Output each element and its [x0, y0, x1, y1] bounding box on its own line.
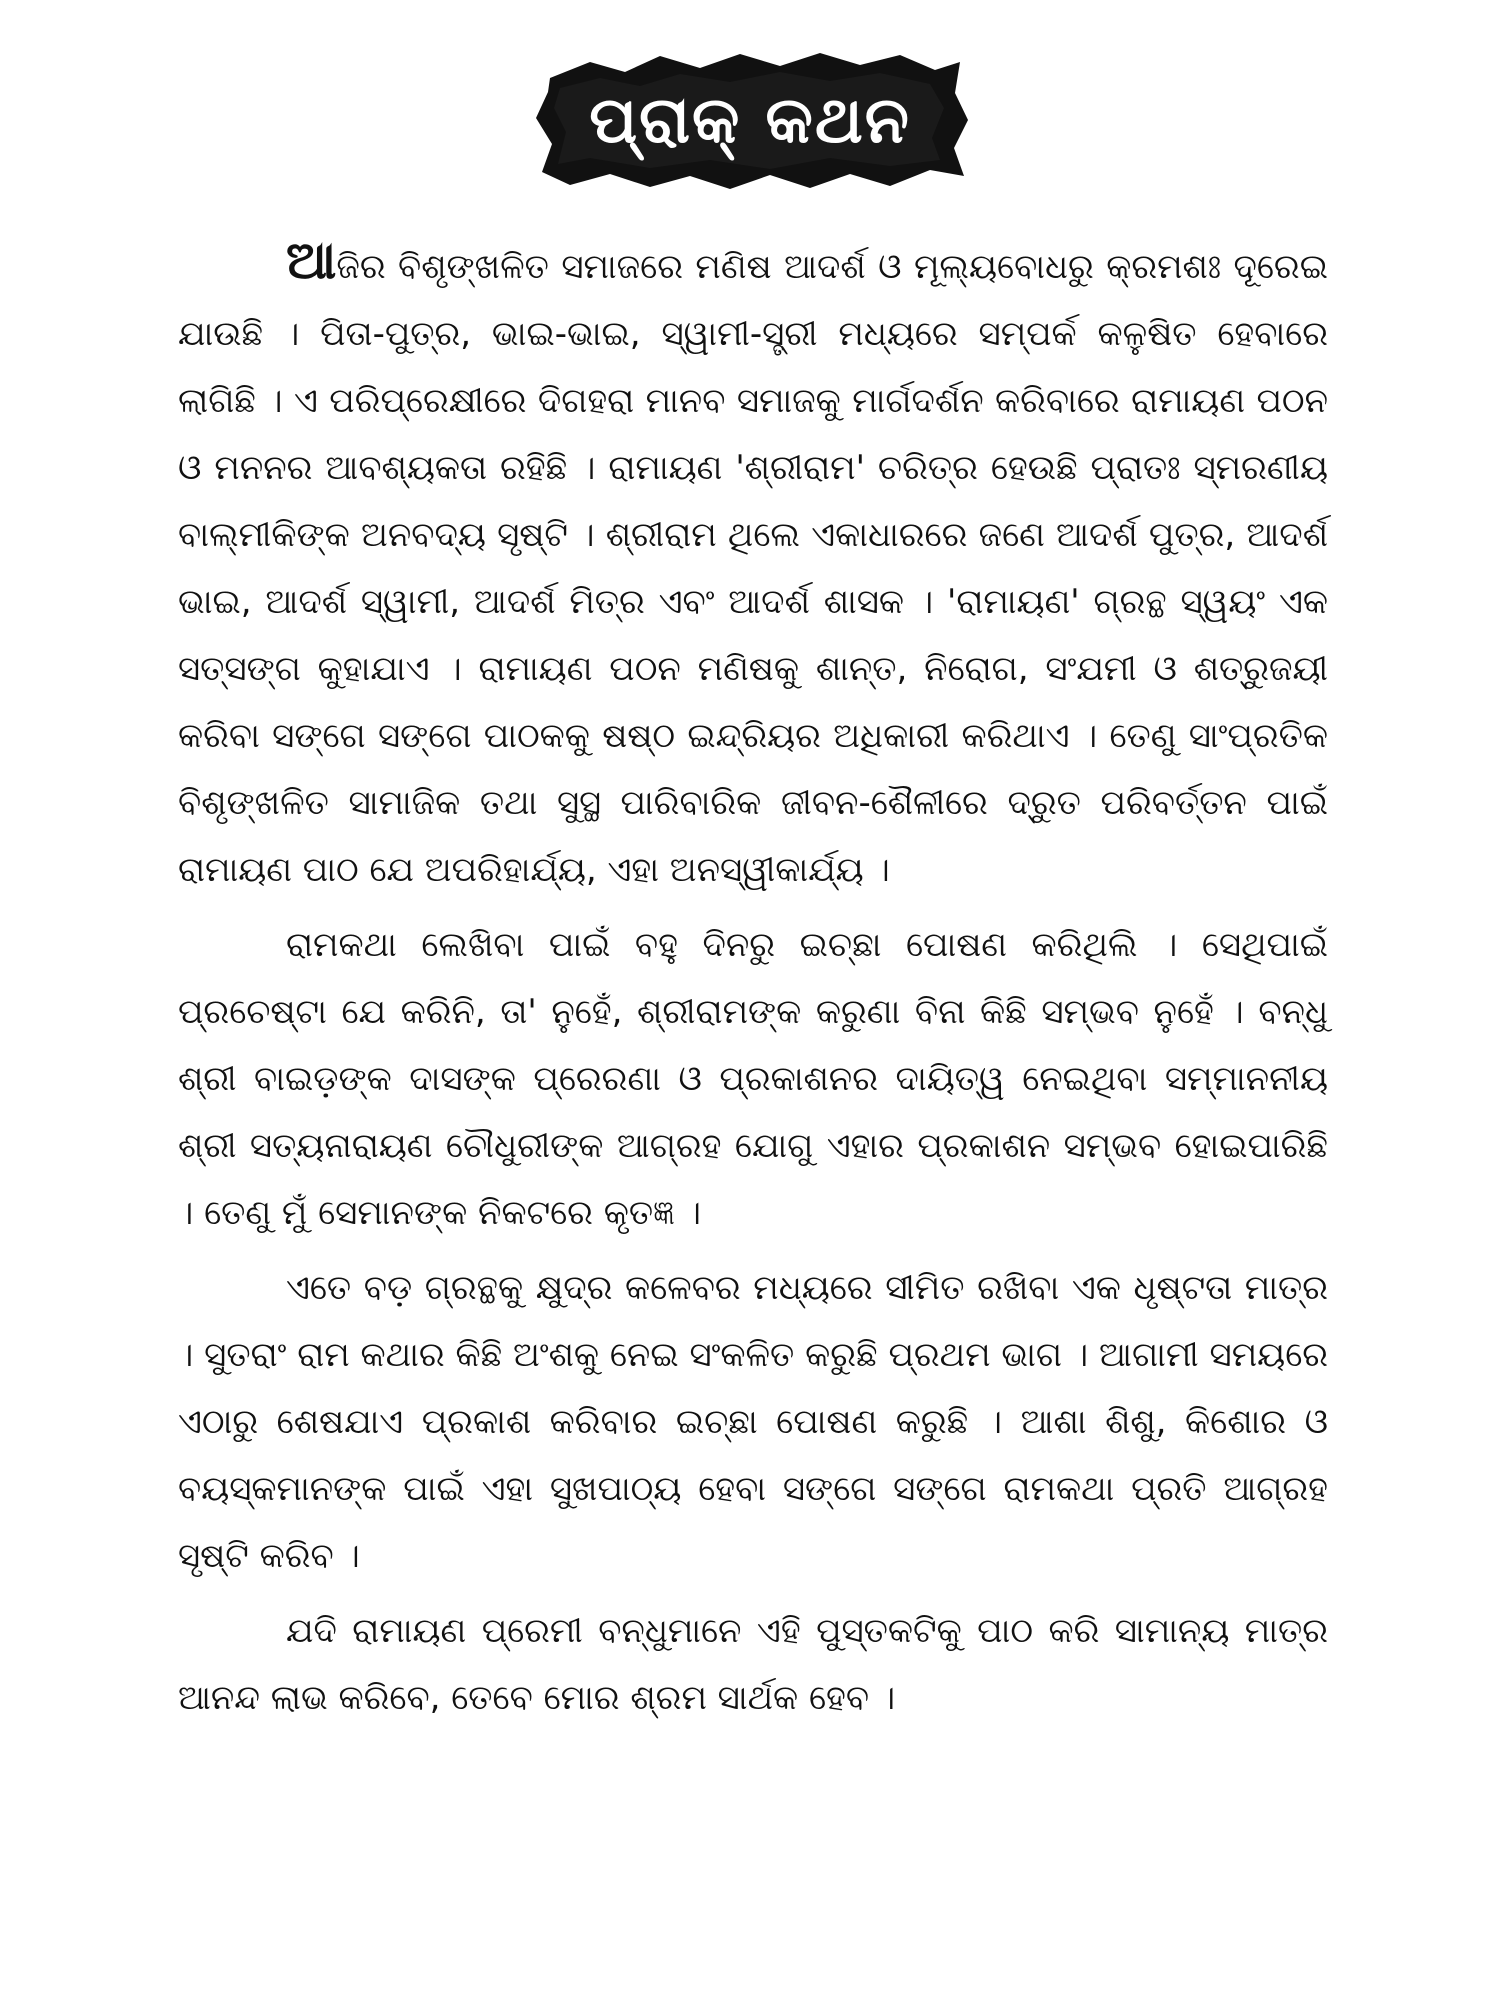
preface-body — [178, 228, 1328, 1732]
paragraph-4: ଯଦି ରାମାୟଣ ପ୍ରେମୀ ବନ୍ଧୁମାନେ ଏହି ପୁସ୍ତକଟିକୁ ପାଠ କରି ସାମାନ୍ୟ ମାତ୍ର ଆନନ୍ଦ ଲାଭ କରିବେ, ତେବେ ମୋର ଶ୍ରମ ସାର୍ଥକ ହେବ । — [178, 1611, 1328, 1718]
page-title: ପ୍ରାକ୍ କଥନ — [589, 83, 911, 158]
drop-cap: ଆ — [286, 231, 337, 291]
title-banner — [530, 48, 970, 193]
paragraph-1 — [178, 228, 1328, 904]
paragraph-1-text: ଜିର ବିଶୃଙ୍ଖଳିତ ସମାଜରେ ମଣିଷ ଆଦର୍ଶ ଓ ମୂଲ୍ୟବୋଧରୁ କ୍ରମଶଃ ଦୂରେଇ ଯାଉଛି । ପିତା-ପୁତ୍ର, ଭାଇ-ଭାଇ, ସ୍ୱାମୀ-ସ୍ତ୍ରୀ ମଧ୍ୟରେ ସମ୍ପର୍କ କଳୁଷିତ ହେବାରେ ଲାଗିଛି । ଏ ପରିପ୍ରେକ୍ଷୀରେ ଦିଗହରା ମାନବ ସମାଜକୁ ମାର୍ଗଦର୍ଶନ କରିବାରେ ରାମାୟଣ ପଠନ ଓ ମନନର ଆବଶ୍ୟକତା ରହିଛି । ରାମାୟଣ 'ଶ୍ରୀରାମ' ଚରିତ୍ର ହେଉଛି ପ୍ରାତଃ ସ୍ମରଣୀୟ ବାଲ୍ମୀକିଙ୍କ ଅନବଦ୍ୟ ସୃଷ୍ଟି । ଶ୍ରୀରାମ ଥିଲେ ଏକାଧାରରେ ଜଣେ ଆଦର୍ଶ ପୁତ୍ର, ଆଦର୍ଶ ଭାଇ, ଆଦର୍ଶ ସ୍ୱାମୀ, ଆଦର୍ଶ ମିତ୍ର ଏବଂ ଆଦର୍ଶ ଶାସକ । 'ରାମାୟଣ' ଗ୍ରନ୍ଥ ସ୍ୱୟଂ ଏକ ସତ୍ସଙ୍ଗ କୁହାଯାଏ । ରାମାୟଣ ପଠନ ମଣିଷକୁ ଶାନ୍ତ, ନିରୋଗ, ସଂଯମୀ ଓ ଶତ୍ରୁଜୟୀ କରିବା ସଙ୍ଗେ ସଙ୍ଗେ ପାଠକକୁ ଷଷ୍ଠ ଇନ୍ଦ୍ରିୟର ଅଧିକାରୀ କରିଥାଏ । ତେଣୁ ସାଂପ୍ରତିକ ବିଶୃଙ୍ଖଳିତ ସାମାଜିକ ତଥା ସୁସ୍ଥ ପାରିବାରିକ ଜୀବନ-ଶୈଳୀରେ ଦ୍ରୁତ ପରିବର୍ତ୍ତନ ପାଇଁ ରାମାୟଣ ପାଠ ଯେ ଅପରିହାର୍ଯ୍ୟ, ଏହା ଅନସ୍ୱୀକାର୍ଯ୍ୟ । — [178, 247, 1328, 890]
paragraph-2: ରାମକଥା ଲେଖିବା ପାଇଁ ବହୁ ଦିନରୁ ଇଚ୍ଛା ପୋଷଣ କରିଥିଲି । ସେଥିପାଇଁ ପ୍ରଚେଷ୍ଟା ଯେ କରିନି, ତା' ନୁହେଁ, ଶ୍ରୀରାମଙ୍କ କରୁଣା ବିନା କିଛି ସମ୍ଭବ ନୁହେଁ । ବନ୍ଧୁ ଶ୍ରୀ ବାଇଡ଼ଙ୍କ ଦାସଙ୍କ ପ୍ରେରଣା ଓ ପ୍ରକାଶନର ଦାୟିତ୍ୱ ନେଇଥିବା ସମ୍ମାନନୀୟ ଶ୍ରୀ ସତ୍ୟନାରାୟଣ ଚୌଧୁରୀଙ୍କ ଆଗ୍ରହ ଯୋଗୁ ଏହାର ପ୍ରକାଶନ ସମ୍ଭବ ହୋଇପାରିଛି । ତେଣୁ ମୁଁ ସେମାନଙ୍କ ନିକଟରେ କୃତଜ୍ଞ । — [178, 925, 1328, 1233]
paragraph-3: ଏତେ ବଡ଼ ଗ୍ରନ୍ଥକୁ କ୍ଷୁଦ୍ର କଳେବର ମଧ୍ୟରେ ସୀମିତ ରଖିବା ଏକ ଧୃଷ୍ଟତା ମାତ୍ର । ସୁତରାଂ ରାମ କଥାର କିଛି ଅଂଶକୁ ନେଇ ସଂକଳିତ କରୁଛି ପ୍ରଥମ ଭାଗ । ଆଗାମୀ ସମୟରେ ଏଠାରୁ ଶେଷଯାଏ ପ୍ରକାଶ କରିବାର ଇଚ୍ଛା ପୋଷଣ କରୁଛି । ଆଶା ଶିଶୁ, କିଶୋର ଓ ବୟସ୍କମାନଙ୍କ ପାଇଁ ଏହା ସୁଖପାଠ୍ୟ ହେବା ସଙ୍ଗେ ସଙ୍ଗେ ରାମକଥା ପ୍ରତି ଆଗ୍ରହ ସୃଷ୍ଟି କରିବ । — [178, 1268, 1328, 1576]
